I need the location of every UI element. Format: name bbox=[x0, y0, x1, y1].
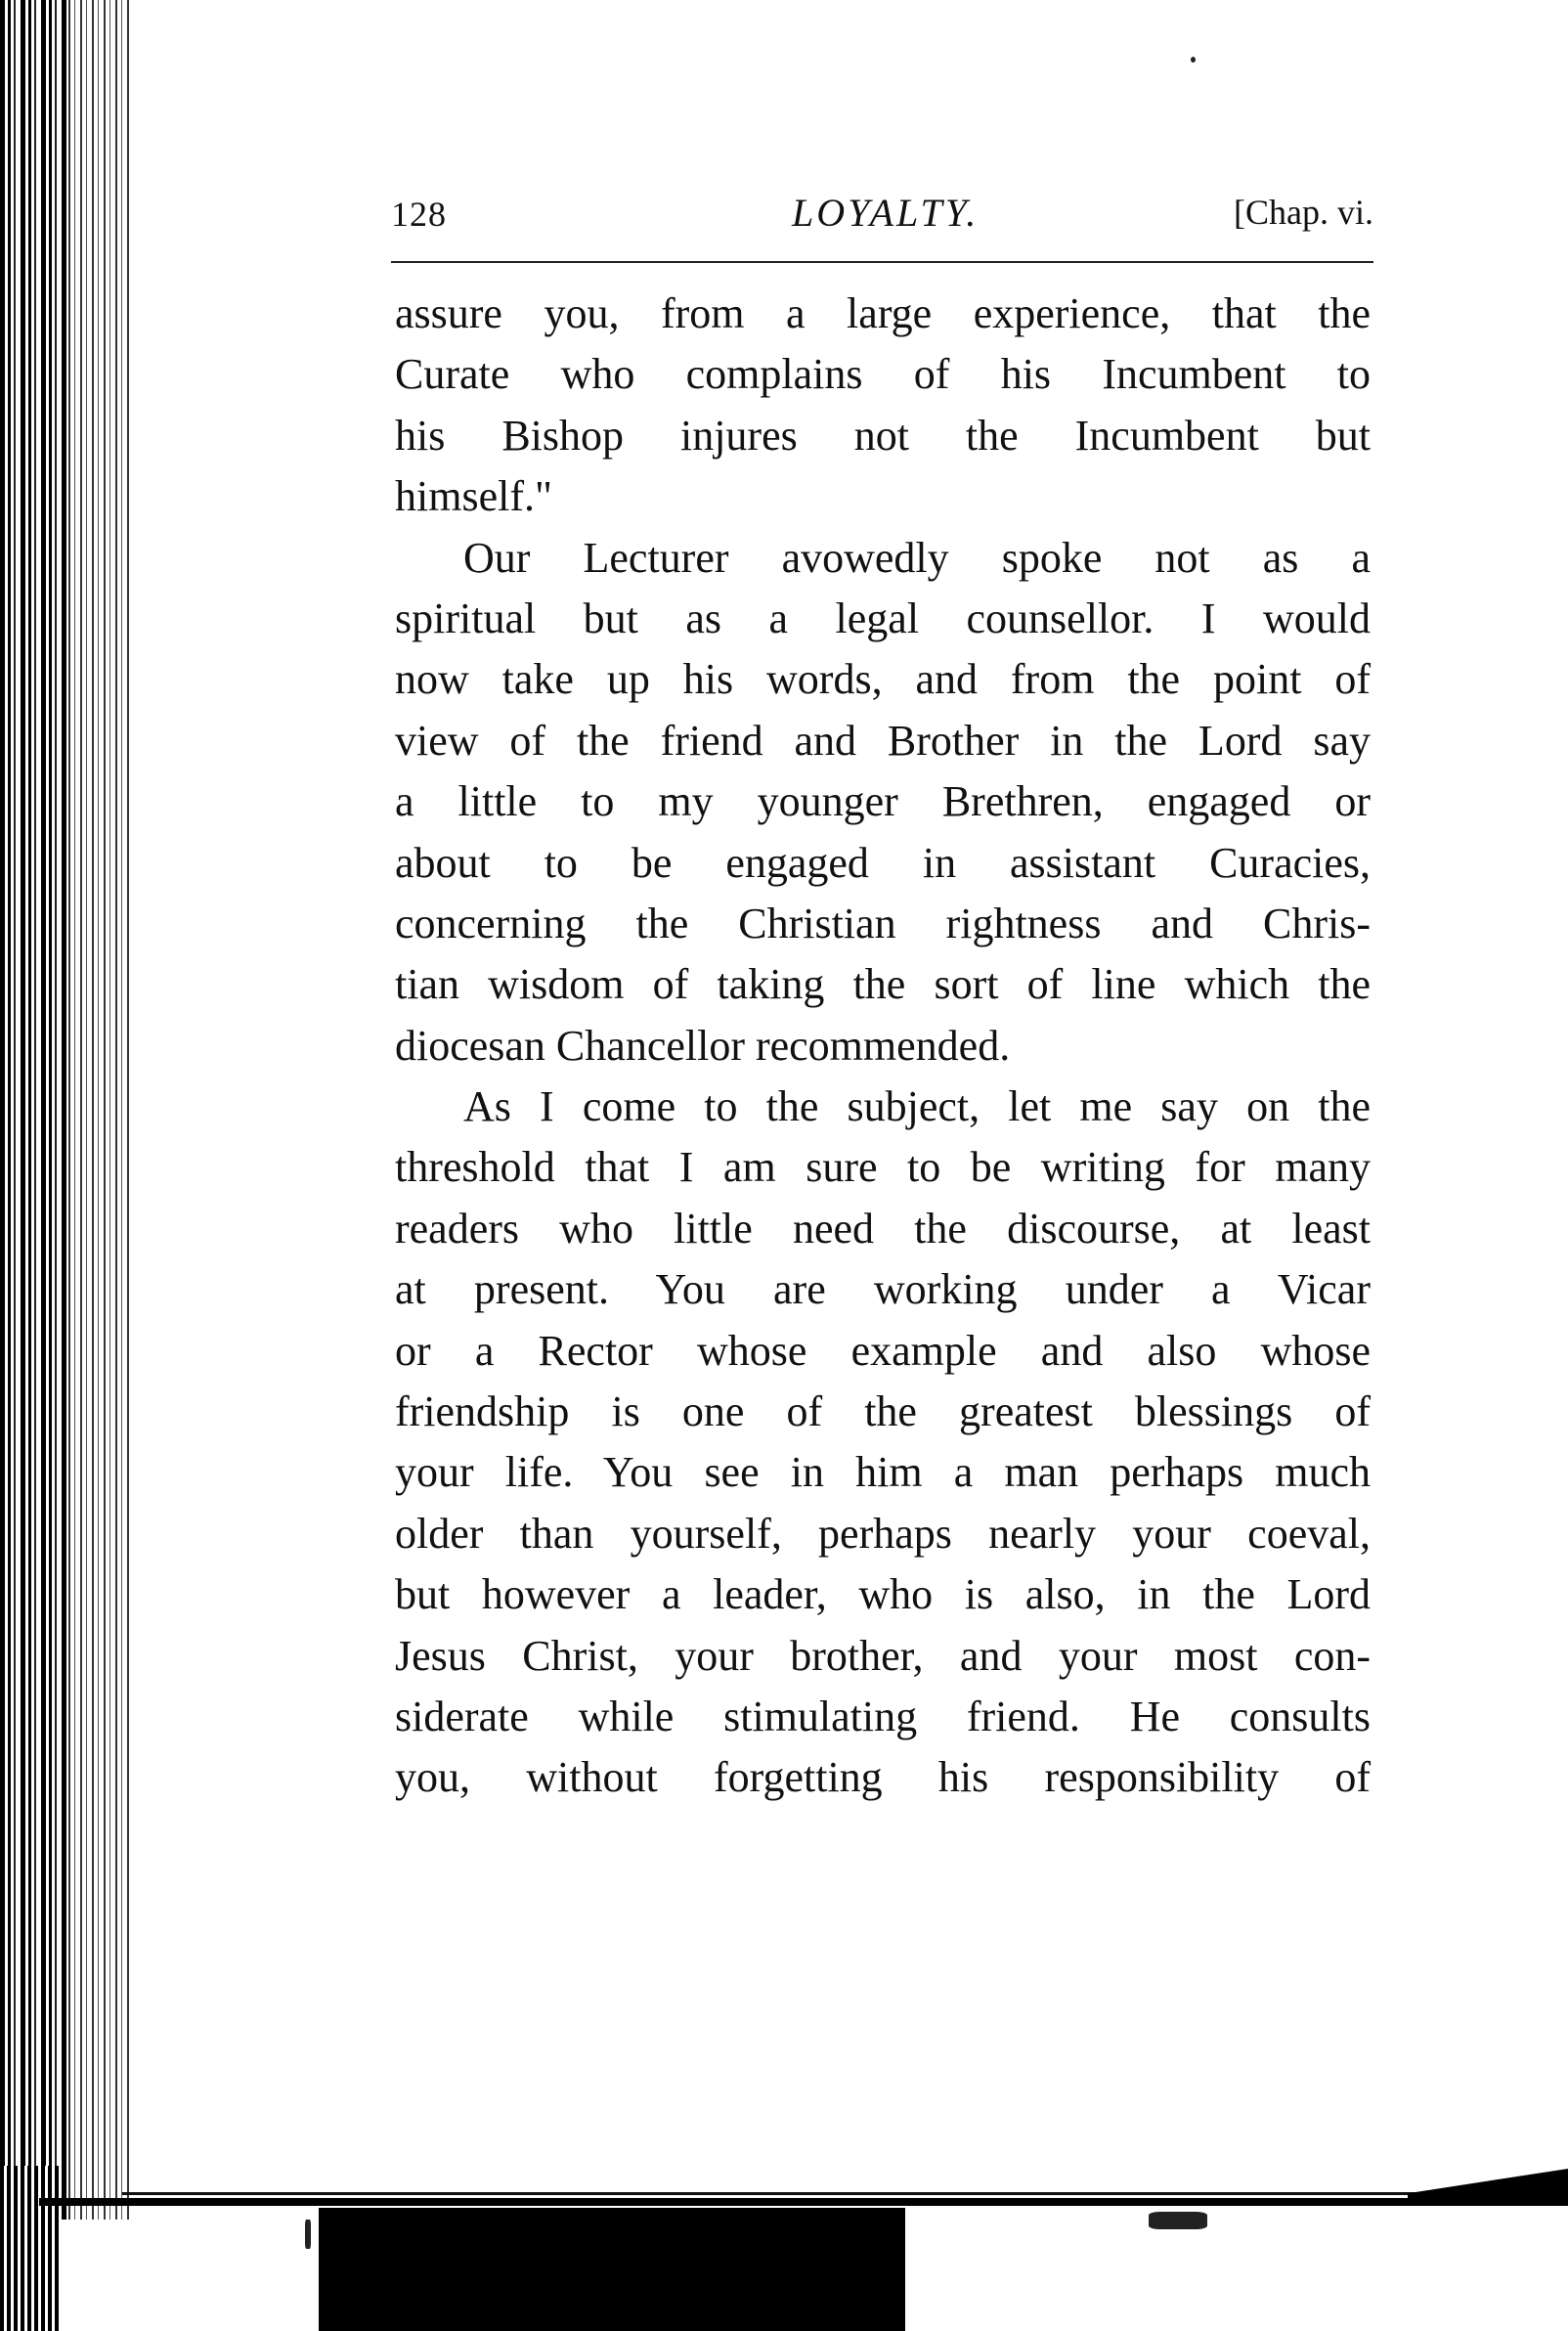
text-line: assure you, from a large experience, that the bbox=[395, 289, 1371, 337]
text-line: Curate who complains of his Incumbent to bbox=[395, 350, 1371, 399]
text-line: threshold that I am sure to be writing for many bbox=[395, 1143, 1371, 1192]
chapter-label: [Chap. vi. bbox=[1234, 193, 1373, 232]
scan-speck bbox=[1191, 57, 1196, 63]
text-line: himself." bbox=[395, 472, 552, 521]
text-line: you, without forgetting his responsibility of bbox=[395, 1753, 1371, 1802]
scan-speck bbox=[305, 2220, 311, 2249]
page-number: 128 bbox=[391, 195, 447, 234]
text-line: readers who little need the discourse, at least bbox=[395, 1204, 1371, 1253]
text-line: diocesan Chancellor recommended. bbox=[395, 1021, 1011, 1070]
text-line: spiritual but as a legal counsellor. I would bbox=[395, 594, 1371, 642]
text-line: your life. You see in him a man perhaps much bbox=[395, 1448, 1371, 1497]
text-line: older than yourself, perhaps nearly your coeval, bbox=[395, 1509, 1371, 1558]
text-line: Our Lecturer avowedly spoke not as a bbox=[463, 533, 1371, 582]
page-bottom-edge-line bbox=[122, 2192, 1568, 2195]
scan-speck bbox=[1149, 2212, 1207, 2229]
page-bottom-edge bbox=[39, 2198, 1568, 2206]
text-line: friendship is one of the greatest blessings of bbox=[395, 1387, 1371, 1436]
binding-shadow bbox=[68, 0, 132, 2331]
text-line: a little to my younger Brethren, engaged or bbox=[395, 777, 1371, 826]
page-bottom-right-edge bbox=[1408, 2169, 1568, 2204]
text-line: As I come to the subject, let me say on the bbox=[463, 1082, 1371, 1131]
binding-bottom-edge bbox=[0, 2166, 59, 2331]
text-line: about to be engaged in assistant Curacies, bbox=[395, 838, 1371, 887]
text-line: Jesus Christ, your brother, and your most con- bbox=[395, 1631, 1371, 1680]
text-line: now take up his words, and from the point of bbox=[395, 655, 1371, 704]
running-head bbox=[391, 186, 1373, 244]
text-line: but however a leader, who is also, in the Lord bbox=[395, 1570, 1371, 1619]
text-line: or a Rector whose example and also whose bbox=[395, 1326, 1371, 1375]
text-line: concerning the Christian rightness and Chris- bbox=[395, 899, 1371, 947]
text-line: siderate while stimulating friend. He consults bbox=[395, 1692, 1371, 1740]
bottom-scan-block bbox=[319, 2208, 905, 2331]
body-text bbox=[395, 284, 1371, 1809]
text-line: at present. You are working under a Vicar bbox=[395, 1265, 1371, 1314]
text-line: view of the friend and Brother in the Lord say bbox=[395, 716, 1371, 765]
text-line: his Bishop injures not the Incumbent but bbox=[395, 411, 1371, 460]
header-rule bbox=[391, 261, 1373, 263]
running-title: LOYALTY. bbox=[792, 191, 980, 235]
text-line: tian wisdom of taking the sort of line which the bbox=[395, 960, 1371, 1009]
